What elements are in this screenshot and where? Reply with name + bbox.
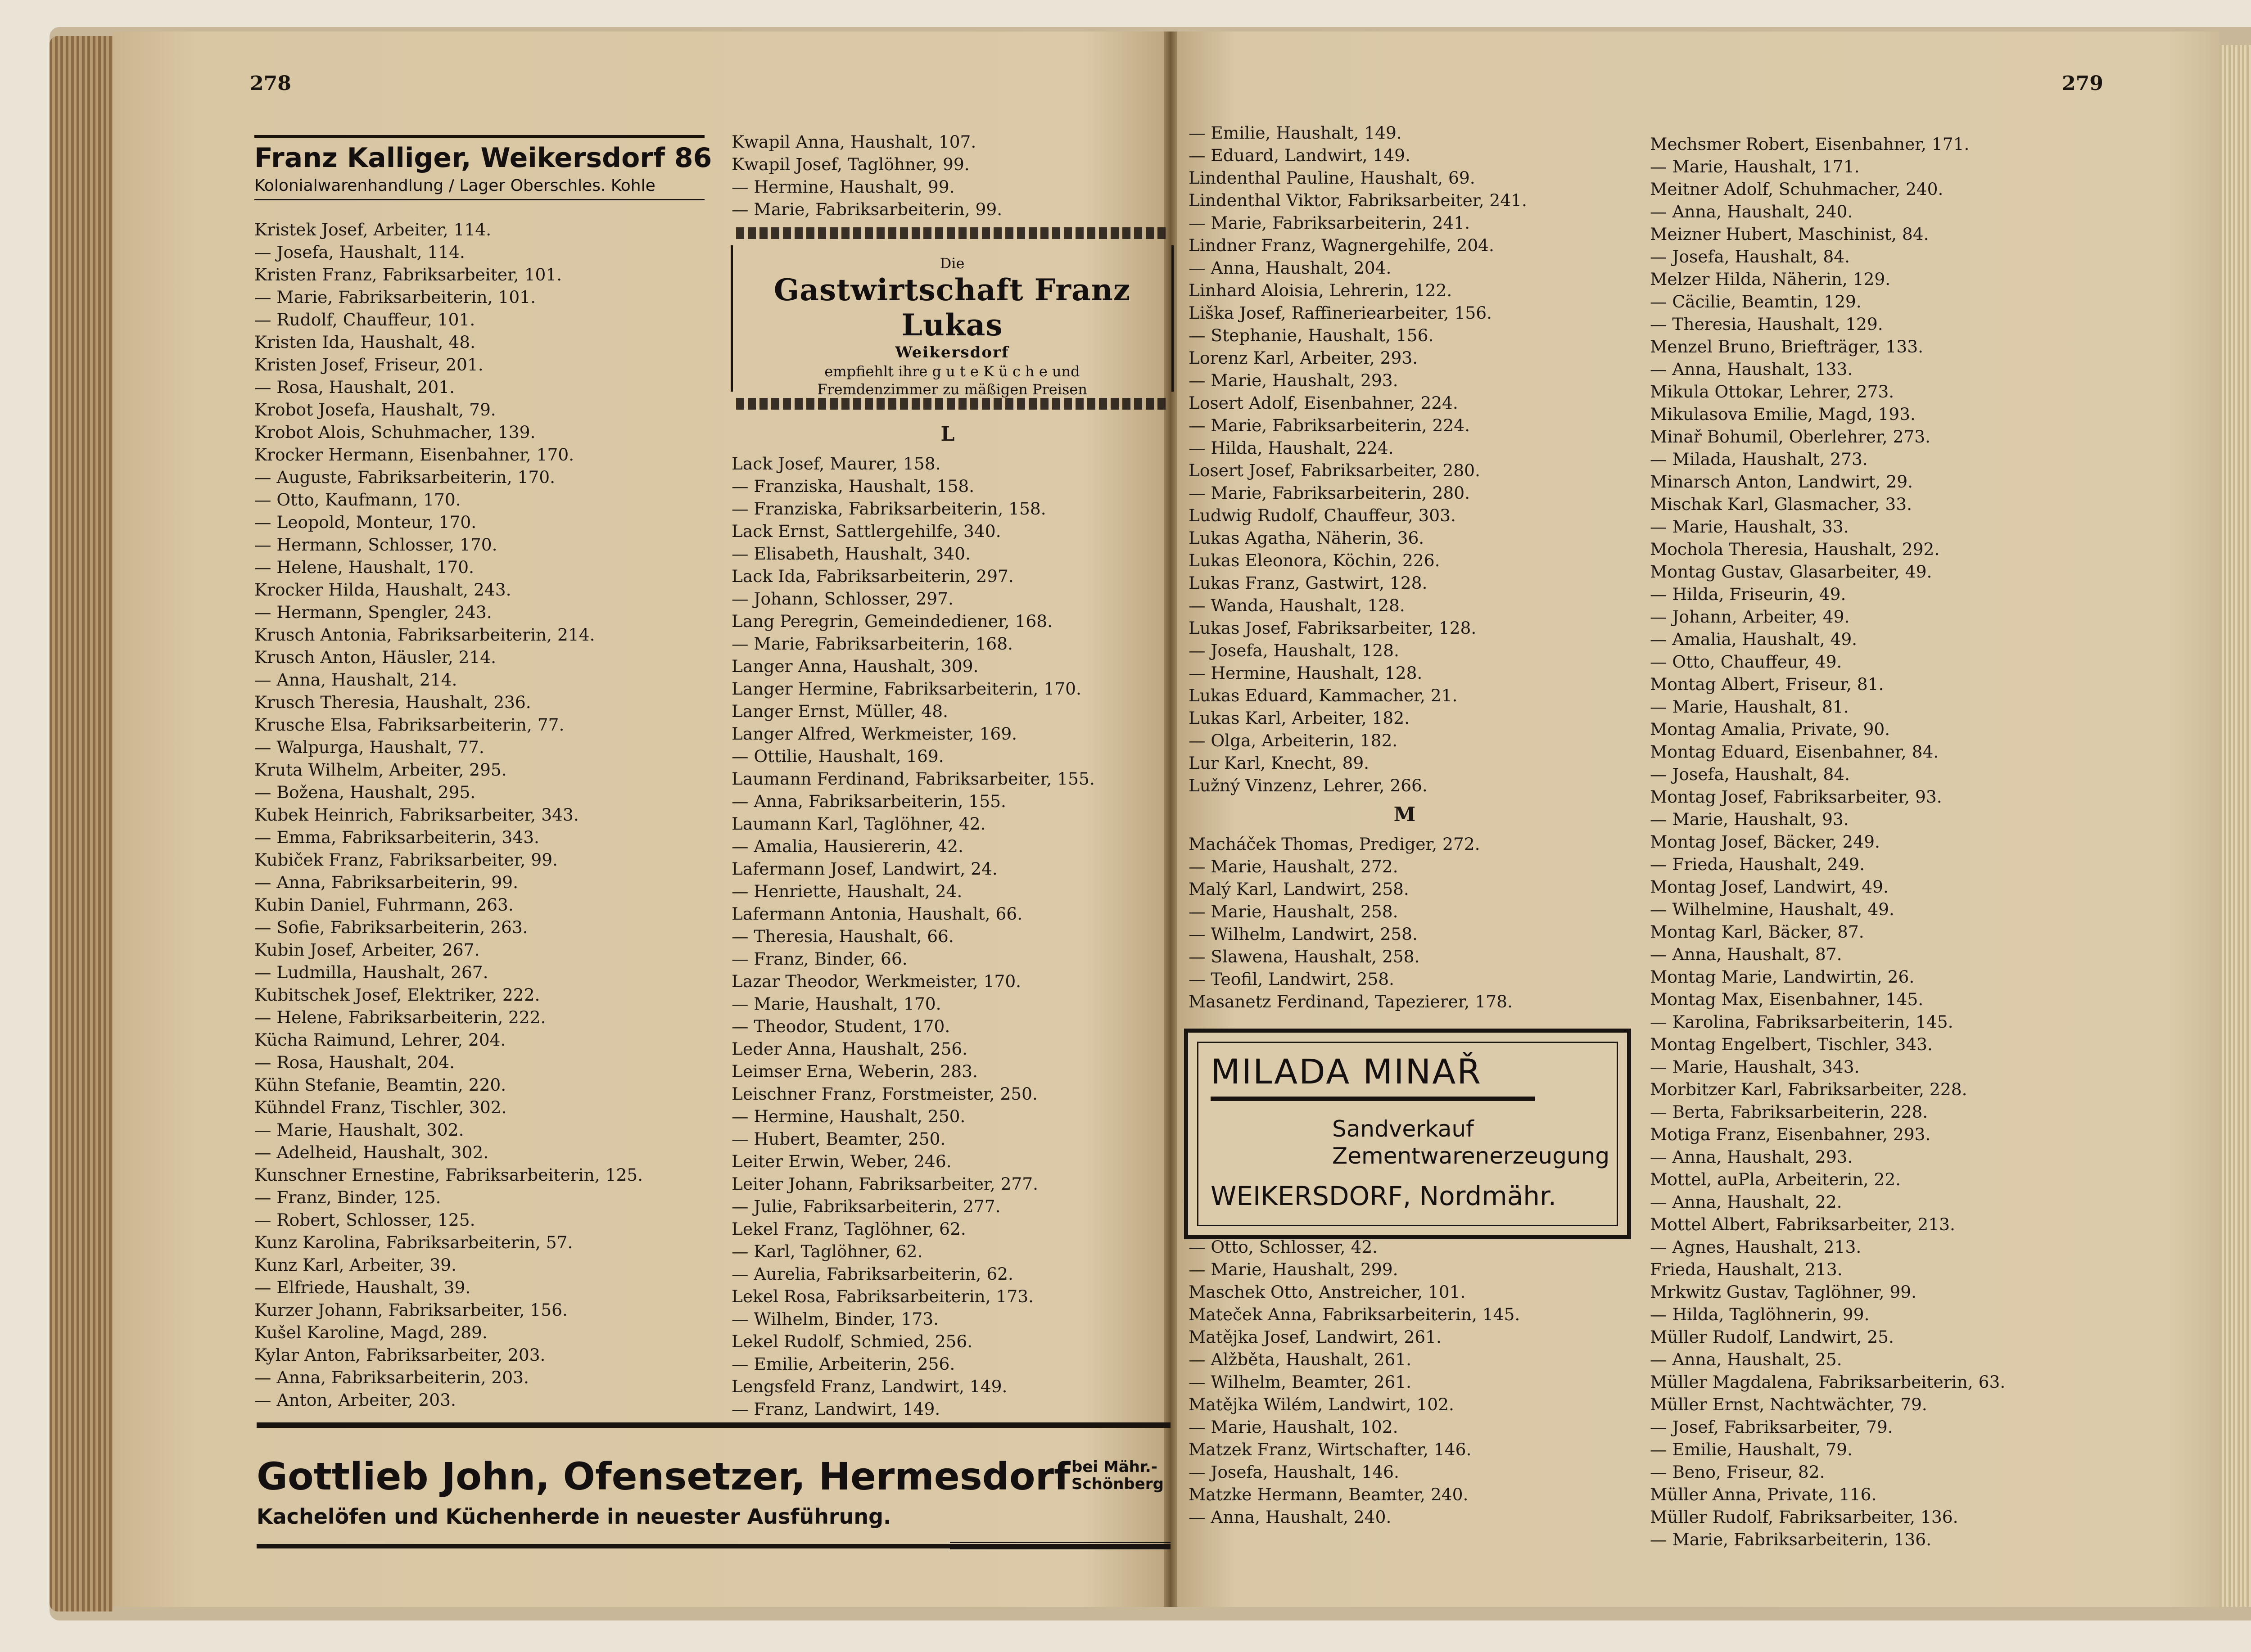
- directory-entry: Krocker Hermann, Eisenbahner, 170.: [254, 445, 574, 465]
- directory-entry: — Adelheid, Haushalt, 302.: [254, 1142, 489, 1162]
- ad-kalliger: [254, 135, 712, 200]
- directory-entry: — Marie, Haushalt, 343.: [1650, 1057, 1860, 1077]
- directory-entry: — Josefa, Haushalt, 84.: [1650, 764, 1850, 784]
- directory-entry: — Hermann, Spengler, 243.: [254, 602, 492, 622]
- ad-lukas-prefix: Die: [940, 255, 965, 272]
- directory-entry: — Franz, Binder, 125.: [254, 1187, 441, 1207]
- directory-entry: — Ottilie, Haushalt, 169.: [732, 746, 944, 766]
- directory-entry: — Johann, Arbeiter, 49.: [1650, 607, 1850, 627]
- directory-entry: — Marie, Haushalt, 272.: [1189, 857, 1398, 876]
- directory-entry: — Otto, Chauffeur, 49.: [1650, 652, 1842, 672]
- directory-entry: — Wilhelm, Landwirt, 258.: [1189, 924, 1418, 944]
- directory-entry: Malý Karl, Landwirt, 258.: [1189, 879, 1409, 899]
- directory-entry: — Franz, Binder, 66.: [732, 949, 908, 969]
- column-1-list: [254, 218, 705, 1411]
- directory-entry: Leimser Erna, Weberin, 283.: [732, 1061, 978, 1081]
- ad-kalliger-title: Franz Kalliger, Weikersdorf 86: [254, 142, 712, 174]
- directory-entry: Kunschner Ernestine, Fabriksarbeiterin, 125.: [254, 1165, 643, 1185]
- directory-entry: — Amalia, Hausiererin, 42.: [732, 836, 963, 856]
- directory-entry: Langer Ernst, Müller, 48.: [732, 701, 949, 721]
- directory-entry: — Stephanie, Haushalt, 156.: [1189, 325, 1434, 345]
- directory-entry: — Sofie, Fabriksarbeiterin, 263.: [254, 917, 528, 937]
- directory-entry: — Hilda, Taglöhnerin, 99.: [1650, 1304, 1870, 1324]
- directory-entry: — Anna, Haushalt, 133.: [1650, 359, 1853, 379]
- column-1: [254, 218, 705, 1411]
- directory-entry: Motiga Franz, Eisenbahner, 293.: [1650, 1124, 1931, 1144]
- directory-entry: Kubin Josef, Arbeiter, 267.: [254, 940, 480, 960]
- directory-entry: Frieda, Haushalt, 213.: [1650, 1259, 1843, 1279]
- directory-entry: — Marie, Haushalt, 81.: [1650, 697, 1849, 717]
- directory-entry: Linhard Aloisia, Lehrerin, 122.: [1189, 280, 1452, 300]
- directory-entry: — Marie, Haushalt, 171.: [1650, 157, 1860, 176]
- directory-entry: Kunz Karolina, Fabriksarbeiterin, 57.: [254, 1232, 573, 1252]
- directory-entry: Krusch Antonia, Fabriksarbeiterin, 214.: [254, 625, 595, 645]
- directory-entry: Leischner Franz, Forstmeister, 250.: [732, 1084, 1038, 1104]
- directory-entry: — Josefa, Haushalt, 84.: [1650, 247, 1850, 266]
- directory-entry: Kylar Anton, Fabriksarbeiter, 203.: [254, 1345, 546, 1365]
- directory-entry: Kühndel Franz, Tischler, 302.: [254, 1097, 507, 1117]
- directory-entry: Minarsch Anton, Landwirt, 29.: [1650, 472, 1913, 492]
- ad-john-subtitle: Kachelöfen und Küchenherde in neuester Ausführung.: [257, 1504, 891, 1529]
- ad-lukas: [727, 227, 1177, 410]
- directory-entry: Kurzer Johann, Fabriksarbeiter, 156.: [254, 1300, 568, 1320]
- directory-entry: Kristen Josef, Friseur, 201.: [254, 355, 484, 375]
- directory-entry: Lukas Eleonora, Köchin, 226.: [1189, 551, 1440, 570]
- directory-entry: — Elisabeth, Haushalt, 340.: [732, 544, 971, 564]
- directory-entry: Montag Albert, Friseur, 81.: [1650, 674, 1884, 694]
- column-2-bottom-list: [732, 452, 1164, 1420]
- directory-entry: — Anna, Haushalt, 293.: [1650, 1147, 1853, 1167]
- directory-entry: Liška Josef, Raffineriearbeiter, 156.: [1189, 303, 1492, 323]
- directory-entry: Müller Rudolf, Fabriksarbeiter, 136.: [1650, 1507, 1958, 1527]
- directory-entry: — Rosa, Haushalt, 201.: [254, 377, 455, 397]
- page-edges-right: [2219, 45, 2251, 1607]
- ad-lukas-line1: empfiehlt ihre g u t e K ü c h e und: [824, 363, 1080, 380]
- ad-milada: [1184, 1029, 1631, 1239]
- directory-entry: Lack Ernst, Sattlergehilfe, 340.: [732, 521, 1001, 541]
- directory-entry: — Theodor, Student, 170.: [732, 1016, 950, 1036]
- directory-entry: Meizner Hubert, Maschinist, 84.: [1650, 224, 1929, 244]
- directory-entry: Morbitzer Karl, Fabriksarbeiter, 228.: [1650, 1079, 1967, 1099]
- directory-entry: Mottel, auPla, Arbeiterin, 22.: [1650, 1169, 1901, 1189]
- ad-kalliger-subtitle: Kolonialwarenhandlung / Lager Oberschles. Kohle: [254, 176, 655, 195]
- ad-milada-name: MILADA MINAŘ: [1211, 1052, 1483, 1092]
- directory-entry: Krobot Alois, Schuhmacher, 139.: [254, 422, 536, 442]
- directory-entry: Müller Magdalena, Fabriksarbeiterin, 63.: [1650, 1372, 2006, 1392]
- directory-entry: Montag Amalia, Private, 90.: [1650, 719, 1890, 739]
- directory-entry: Lack Josef, Maurer, 158.: [732, 454, 941, 474]
- directory-entry: — Teofil, Landwirt, 258.: [1189, 969, 1394, 989]
- directory-entry: — Anna, Fabriksarbeiterin, 99.: [254, 872, 519, 892]
- directory-entry: — Amalia, Haushalt, 49.: [1650, 629, 1858, 649]
- directory-entry: Matějka Wilém, Landwirt, 102.: [1189, 1395, 1454, 1414]
- directory-entry: Meitner Adolf, Schuhmacher, 240.: [1650, 179, 1944, 199]
- directory-entry: — Rudolf, Chauffeur, 101.: [254, 310, 475, 329]
- directory-entry: — Frieda, Haushalt, 249.: [1650, 854, 1865, 874]
- directory-entry: Mechsmer Robert, Eisenbahner, 171.: [1650, 134, 1970, 154]
- directory-entry: Mischak Karl, Glasmacher, 33.: [1650, 494, 1912, 514]
- ad-lukas-line2: Fremdenzimmer zu mäßigen Preisen: [817, 381, 1087, 398]
- directory-entry: Kubin Daniel, Fuhrmann, 263.: [254, 895, 514, 915]
- directory-entry: Langer Hermine, Fabriksarbeiterin, 170.: [732, 679, 1081, 699]
- directory-entry: Leder Anna, Haushalt, 256.: [732, 1039, 968, 1059]
- directory-entry: Kristen Ida, Haushalt, 48.: [254, 332, 476, 352]
- directory-entry: Mikulasova Emilie, Magd, 193.: [1650, 404, 1916, 424]
- directory-entry: Montag Eduard, Eisenbahner, 84.: [1650, 742, 1939, 762]
- directory-entry: Kubek Heinrich, Fabriksarbeiter, 343.: [254, 805, 579, 825]
- ad-milada-rule: [1211, 1097, 1535, 1101]
- directory-entry: — Marie, Haushalt, 33.: [1650, 517, 1849, 537]
- directory-entry: Lorenz Karl, Arbeiter, 293.: [1189, 348, 1418, 368]
- directory-entry: — Slawena, Haushalt, 258.: [1189, 947, 1420, 966]
- directory-entry: Kücha Raimund, Lehrer, 204.: [254, 1030, 506, 1050]
- directory-entry: Kristen Franz, Fabriksarbeiter, 101.: [254, 265, 562, 284]
- directory-entry: Lukas Franz, Gastwirt, 128.: [1189, 573, 1428, 593]
- directory-entry: Maschek Otto, Anstreicher, 101.: [1189, 1282, 1466, 1302]
- directory-entry: — Otto, Kaufmann, 170.: [254, 490, 461, 510]
- directory-entry: Ludwig Rudolf, Chauffeur, 303.: [1189, 506, 1456, 525]
- directory-entry: Montag Karl, Bäcker, 87.: [1650, 922, 1864, 942]
- directory-entry: Minař Bohumil, Oberlehrer, 273.: [1650, 427, 1931, 447]
- column-4-list: [1650, 133, 2186, 1551]
- directory-entry: Kruta Wilhelm, Arbeiter, 295.: [254, 760, 507, 780]
- directory-entry: Mrkwitz Gustav, Taglöhner, 99.: [1650, 1282, 1917, 1302]
- directory-entry: Krusch Anton, Häusler, 214.: [254, 647, 497, 667]
- directory-entry: Macháček Thomas, Prediger, 272.: [1189, 834, 1480, 854]
- column-3-top: [1189, 122, 1621, 1013]
- directory-entry: — Aurelia, Fabriksarbeiterin, 62.: [732, 1264, 1013, 1284]
- directory-entry: — Wanda, Haushalt, 128.: [1189, 596, 1405, 615]
- ad-john: [257, 1422, 1171, 1548]
- directory-entry: — Hubert, Beamter, 250.: [732, 1129, 946, 1149]
- directory-entry: Müller Anna, Private, 116.: [1650, 1485, 1877, 1504]
- ad-milada-line3: WEIKERSDORF, Nordmähr.: [1211, 1181, 1557, 1211]
- directory-entry: — Anna, Haushalt, 240.: [1650, 202, 1853, 221]
- directory-entry: — Theresia, Haushalt, 129.: [1650, 314, 1883, 334]
- ad-lukas-wave-bottom: [736, 398, 1168, 410]
- directory-entry: — Marie, Haushalt, 299.: [1189, 1259, 1398, 1279]
- directory-entry: Lazar Theodor, Werkmeister, 170.: [732, 971, 1022, 991]
- directory-entry: — Auguste, Fabriksarbeiterin, 170.: [254, 467, 556, 487]
- directory-entry: Kühn Stefanie, Beamtin, 220.: [254, 1075, 506, 1095]
- directory-entry: Kwapil Josef, Taglöhner, 99.: [732, 154, 970, 174]
- section-heading-l: L: [940, 423, 955, 446]
- directory-entry: Langer Alfred, Werkmeister, 169.: [732, 724, 1017, 744]
- directory-entry: — Ludmilla, Haushalt, 267.: [254, 962, 488, 982]
- directory-entry: Leiter Johann, Fabriksarbeiter, 277.: [732, 1174, 1039, 1194]
- directory-entry: Matzek Franz, Wirtschafter, 146.: [1189, 1440, 1472, 1459]
- column-2-top-list: [732, 131, 1164, 221]
- directory-entry: Langer Anna, Haushalt, 309.: [732, 656, 979, 676]
- directory-entry: Lack Ida, Fabriksarbeiterin, 297.: [732, 566, 1014, 586]
- directory-entry: Lindenthal Viktor, Fabriksarbeiter, 241.: [1189, 190, 1527, 210]
- directory-entry: — Marie, Fabriksarbeiterin, 280.: [1189, 483, 1470, 503]
- directory-entry: — Hermann, Schlosser, 170.: [254, 535, 497, 555]
- directory-entry: Lekel Rudolf, Schmied, 256.: [732, 1332, 973, 1351]
- column-3-mid-list: [1189, 833, 1621, 1013]
- column-3-top-list: [1189, 122, 1621, 797]
- directory-entry: — Josefa, Haushalt, 146.: [1189, 1462, 1399, 1482]
- directory-entry: — Theresia, Haushalt, 66.: [732, 926, 954, 946]
- directory-entry: Lukas Eduard, Kammacher, 21.: [1189, 686, 1458, 705]
- directory-entry: — Hermine, Haushalt, 250.: [732, 1106, 966, 1126]
- directory-entry: — Anna, Haushalt, 22.: [1650, 1192, 1842, 1212]
- ad-lukas-wave-top: [736, 227, 1168, 239]
- directory-entry: Krocker Hilda, Haushalt, 243.: [254, 580, 511, 600]
- directory-entry: — Marie, Fabriksarbeiterin, 224.: [1189, 415, 1470, 435]
- directory-entry: — Marie, Haushalt, 302.: [254, 1120, 464, 1140]
- directory-entry: — Eduard, Landwirt, 149.: [1189, 145, 1410, 165]
- directory-entry: Mochola Theresia, Haushalt, 292.: [1650, 539, 1940, 559]
- directory-entry: Lužný Vinzenz, Lehrer, 266.: [1189, 776, 1428, 795]
- directory-entry: — Julie, Fabriksarbeiterin, 277.: [732, 1196, 1001, 1216]
- directory-entry: — Helene, Fabriksarbeiterin, 222.: [254, 1007, 546, 1027]
- directory-entry: Losert Adolf, Eisenbahner, 224.: [1189, 393, 1458, 413]
- ad-john-location: bei Mähr.-Schönberg: [1071, 1458, 1164, 1493]
- directory-entry: — Otto, Schlosser, 42.: [1189, 1237, 1378, 1257]
- directory-entry: Kristek Josef, Arbeiter, 114.: [254, 220, 492, 239]
- directory-entry: — Emilie, Haushalt, 79.: [1650, 1440, 1853, 1459]
- directory-entry: Lukas Karl, Arbeiter, 182.: [1189, 708, 1410, 728]
- directory-entry: — Franziska, Haushalt, 158.: [732, 476, 975, 496]
- directory-entry: Lukas Josef, Fabriksarbeiter, 128.: [1189, 618, 1477, 638]
- directory-entry: — Anna, Haushalt, 87.: [1650, 944, 1842, 964]
- ad-john-rule-bottom: [257, 1544, 1171, 1548]
- directory-entry: — Cäcilie, Beamtin, 129.: [1650, 292, 1862, 311]
- directory-entry: Lur Karl, Knecht, 89.: [1189, 753, 1370, 773]
- directory-entry: Lindner Franz, Wagnergehilfe, 204.: [1189, 235, 1494, 255]
- directory-entry: — Franziska, Fabriksarbeiterin, 158.: [732, 499, 1046, 519]
- directory-entry: Krusch Theresia, Haushalt, 236.: [254, 692, 531, 712]
- directory-entry: Laumann Karl, Taglöhner, 42.: [732, 814, 986, 834]
- directory-entry: — Anna, Fabriksarbeiterin, 203.: [254, 1368, 529, 1387]
- directory-entry: Lengsfeld Franz, Landwirt, 149.: [732, 1377, 1008, 1396]
- directory-entry: — Anna, Haushalt, 25.: [1650, 1350, 1842, 1369]
- directory-entry: — Anna, Haushalt, 240.: [1189, 1507, 1392, 1527]
- page-number-left: 278: [250, 72, 291, 95]
- directory-entry: — Božena, Haushalt, 295.: [254, 782, 476, 802]
- directory-entry: Montag Josef, Bäcker, 249.: [1650, 832, 1880, 852]
- directory-entry: Krobot Josefa, Haushalt, 79.: [254, 400, 496, 420]
- directory-entry: — Helene, Haushalt, 170.: [254, 557, 475, 577]
- directory-entry: — Wilhelm, Beamter, 261.: [1189, 1372, 1412, 1392]
- directory-entry: — Henriette, Haushalt, 24.: [732, 881, 963, 901]
- directory-entry: Kubiček Franz, Fabriksarbeiter, 99.: [254, 850, 558, 870]
- directory-entry: — Berta, Fabriksarbeiterin, 228.: [1650, 1102, 1928, 1122]
- directory-entry: Lekel Rosa, Fabriksarbeiterin, 173.: [732, 1286, 1034, 1306]
- directory-entry: — Olga, Arbeiterin, 182.: [1189, 731, 1398, 750]
- directory-entry: — Emilie, Arbeiterin, 256.: [732, 1354, 955, 1374]
- directory-entry: Losert Josef, Fabriksarbeiter, 280.: [1189, 460, 1480, 480]
- directory-entry: Mikula Ottokar, Lehrer, 273.: [1650, 382, 1894, 402]
- directory-entry: Montag Marie, Landwirtin, 26.: [1650, 967, 1915, 987]
- column-4: [1650, 133, 2186, 1551]
- directory-entry: — Marie, Fabriksarbeiterin, 168.: [732, 634, 1013, 654]
- ad-lukas-frame: [731, 245, 1174, 398]
- column-2-top: [732, 131, 1164, 221]
- directory-entry: Mottel Albert, Fabriksarbeiter, 213.: [1650, 1214, 1955, 1234]
- directory-entry: — Karl, Taglöhner, 62.: [732, 1241, 923, 1261]
- directory-entry: — Leopold, Monteur, 170.: [254, 512, 477, 532]
- directory-entry: Lindenthal Pauline, Haushalt, 69.: [1189, 168, 1475, 188]
- directory-entry: — Josefa, Haushalt, 128.: [1189, 641, 1399, 660]
- directory-entry: — Marie, Fabriksarbeiterin, 241.: [1189, 213, 1470, 233]
- ad-milada-line1: Sandverkauf: [1332, 1116, 1474, 1142]
- directory-entry: — Marie, Haushalt, 170.: [732, 994, 941, 1014]
- directory-entry: — Josef, Fabriksarbeiter, 79.: [1650, 1417, 1893, 1437]
- directory-entry: — Emma, Fabriksarbeiterin, 343.: [254, 827, 539, 847]
- section-heading-m: M: [1393, 803, 1416, 826]
- column-3-bottom-list: [1189, 1236, 1621, 1528]
- directory-entry: Kubitschek Josef, Elektriker, 222.: [254, 985, 540, 1005]
- directory-entry: Krusche Elsa, Fabriksarbeiterin, 77.: [254, 715, 565, 735]
- directory-entry: Müller Ernst, Nachtwächter, 79.: [1650, 1395, 1927, 1414]
- column-3-bottom: [1189, 1236, 1621, 1528]
- directory-entry: Lukas Agatha, Näherin, 36.: [1189, 528, 1424, 548]
- directory-entry: — Josefa, Haushalt, 114.: [254, 242, 465, 262]
- directory-entry: Montag Josef, Fabriksarbeiter, 93.: [1650, 787, 1942, 807]
- directory-entry: — Marie, Fabriksarbeiterin, 101.: [254, 287, 536, 307]
- ad-milada-line2: Zementwarenerzeugung: [1332, 1143, 1610, 1169]
- directory-entry: — Marie, Haushalt, 93.: [1650, 809, 1849, 829]
- directory-entry: — Anna, Fabriksarbeiterin, 155.: [732, 791, 1006, 811]
- directory-entry: Lang Peregrin, Gemeindediener, 168.: [732, 611, 1053, 631]
- directory-entry: Menzel Bruno, Briefträger, 133.: [1650, 337, 1924, 357]
- directory-entry: — Hilda, Haushalt, 224.: [1189, 438, 1394, 458]
- directory-entry: Lafermann Antonia, Haushalt, 66.: [732, 904, 1023, 924]
- directory-entry: Mateček Anna, Fabriksarbeiterin, 145.: [1189, 1304, 1520, 1324]
- directory-entry: Kušel Karoline, Magd, 289.: [254, 1323, 488, 1342]
- directory-entry: — Rosa, Haushalt, 204.: [254, 1052, 455, 1072]
- ad-lukas-town: Weikersdorf: [895, 343, 1009, 361]
- directory-entry: Matzke Hermann, Beamter, 240.: [1189, 1485, 1469, 1504]
- ad-john-rule-top: [257, 1422, 1171, 1428]
- directory-entry: Montag Gustav, Glasarbeiter, 49.: [1650, 562, 1932, 582]
- directory-entry: — Johann, Schlosser, 297.: [732, 589, 954, 609]
- directory-entry: — Marie, Fabriksarbeiterin, 99.: [732, 199, 1003, 219]
- directory-entry: — Robert, Schlosser, 125.: [254, 1210, 475, 1230]
- directory-entry: — Marie, Haushalt, 293.: [1189, 370, 1398, 390]
- directory-entry: — Beno, Friseur, 82.: [1650, 1462, 1825, 1482]
- ad-john-main: Gottlieb John, Ofensetzer, Hermesdorf: [257, 1454, 1071, 1499]
- directory-entry: — Anton, Arbeiter, 203.: [254, 1390, 456, 1410]
- directory-entry: Laumann Ferdinand, Fabriksarbeiter, 155.: [732, 769, 1095, 789]
- column-2-bottom: [732, 416, 1164, 1420]
- directory-entry: — Karolina, Fabriksarbeiterin, 145.: [1650, 1012, 1953, 1032]
- directory-entry: — Marie, Haushalt, 258.: [1189, 902, 1398, 921]
- directory-entry: Melzer Hilda, Näherin, 129.: [1650, 269, 1891, 289]
- directory-entry: Montag Engelbert, Tischler, 343.: [1650, 1034, 1933, 1054]
- directory-entry: — Anna, Haushalt, 214.: [254, 670, 457, 690]
- page-edges-left: [50, 36, 113, 1611]
- directory-entry: — Hermine, Haushalt, 99.: [732, 177, 955, 197]
- directory-entry: — Franz, Landwirt, 149.: [732, 1399, 940, 1419]
- directory-entry: — Marie, Haushalt, 102.: [1189, 1417, 1398, 1437]
- directory-entry: — Hermine, Haushalt, 128.: [1189, 663, 1423, 683]
- directory-entry: Lafermann Josef, Landwirt, 24.: [732, 859, 998, 879]
- directory-entry: Leiter Erwin, Weber, 246.: [732, 1151, 952, 1171]
- directory-entry: Montag Max, Eisenbahner, 145.: [1650, 989, 1924, 1009]
- directory-entry: Montag Josef, Landwirt, 49.: [1650, 877, 1889, 897]
- directory-entry: Kunz Karl, Arbeiter, 39.: [254, 1255, 457, 1275]
- directory-entry: Masanetz Ferdinand, Tapezierer, 178.: [1189, 992, 1513, 1011]
- directory-entry: — Anna, Haushalt, 204.: [1189, 258, 1392, 278]
- directory-entry: Lekel Franz, Taglöhner, 62.: [732, 1219, 966, 1239]
- directory-entry: Müller Rudolf, Landwirt, 25.: [1650, 1327, 1894, 1347]
- directory-entry: — Agnes, Haushalt, 213.: [1650, 1237, 1862, 1257]
- page-number-right: 279: [2062, 72, 2103, 95]
- directory-entry: — Wilhelmine, Haushalt, 49.: [1650, 899, 1894, 919]
- directory-entry: Kwapil Anna, Haushalt, 107.: [732, 132, 976, 152]
- directory-entry: — Elfriede, Haushalt, 39.: [254, 1277, 471, 1297]
- directory-entry: — Milada, Haushalt, 273.: [1650, 449, 1868, 469]
- directory-entry: — Walpurga, Haushalt, 77.: [254, 737, 484, 757]
- directory-entry: Matějka Josef, Landwirt, 261.: [1189, 1327, 1442, 1347]
- directory-entry: — Wilhelm, Binder, 173.: [732, 1309, 939, 1329]
- directory-entry: — Emilie, Haushalt, 149.: [1189, 123, 1402, 143]
- directory-entry: — Hilda, Friseurin, 49.: [1650, 584, 1846, 604]
- directory-entry: — Alžběta, Haushalt, 261.: [1189, 1350, 1412, 1369]
- directory-entry: — Marie, Fabriksarbeiterin, 136.: [1650, 1530, 1931, 1549]
- ad-lukas-name: Gastwirtschaft Franz Lukas: [773, 272, 1131, 343]
